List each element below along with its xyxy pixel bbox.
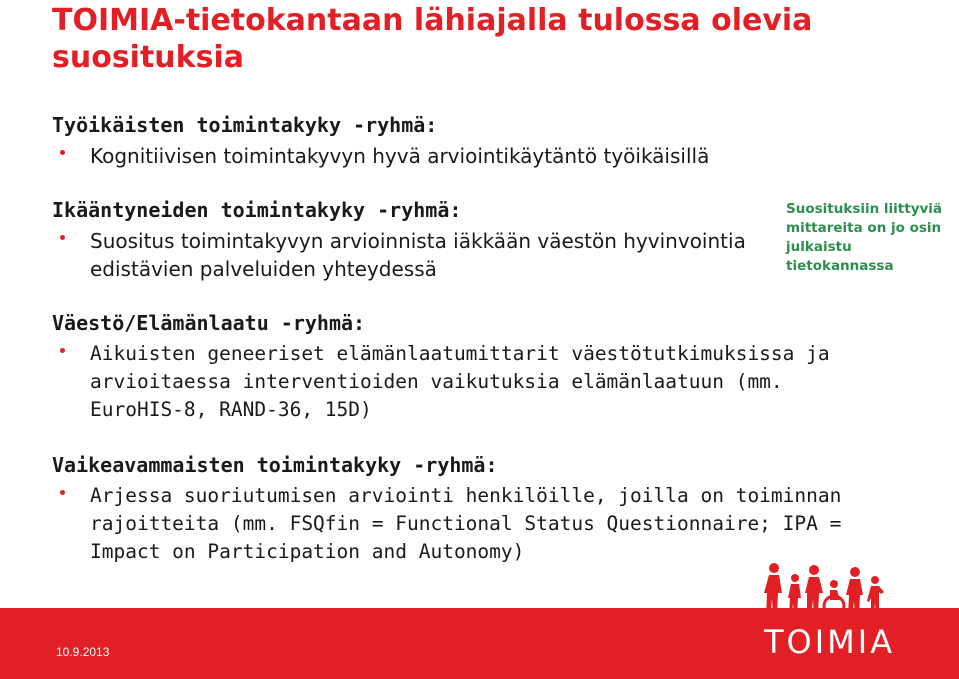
list-item-text: Kognitiivisen toimintakyvyn hyvä arviointikäytäntö työikäisillä xyxy=(90,144,710,168)
section-working-age xyxy=(52,113,872,170)
bullet-icon xyxy=(60,235,65,240)
section-heading: Ikääntyneiden toimintakyky -ryhmä: xyxy=(52,198,462,222)
list-item xyxy=(52,227,752,283)
list-item xyxy=(52,340,852,424)
section-elderly xyxy=(52,198,752,283)
section-severely-disabled xyxy=(52,453,892,566)
side-note: Suosituksiin liittyviä mittareita on jo osin julkaistu tietokannassa xyxy=(786,201,943,274)
list-item-text: Arjessa suoriutumisen arviointi henkilöille, joilla on toiminnan rajoitteita (mm. FSQfin = Functional Status Questionnaire; IPA = Impact on Participation and Autonomy) xyxy=(90,484,842,563)
page-title: TOIMIA-tietokantaan lähiajalla tulossa olevia suosituksia xyxy=(52,3,813,75)
footer-date: 10.9.2013 xyxy=(56,645,110,659)
list-item xyxy=(52,142,872,170)
list-item-text: Aikuisten geneeriset elämänlaatumittarit väestötutkimuksissa ja arvioitaessa interventioiden vaikutuksia elämänlaatuun (mm. EuroHIS-8, RAND-36, 15D) xyxy=(90,342,830,421)
people-logo-icon xyxy=(762,560,892,622)
list-item xyxy=(52,482,892,566)
section-population-quality-of-life xyxy=(52,311,852,424)
list-item-text: Suositus toimintakyvyn arvioinnista iäkkään väestön hyvinvointia edistävien palveluiden yhteydessä xyxy=(90,229,746,281)
bullet-icon xyxy=(60,150,65,155)
section-heading: Vaikeavammaisten toimintakyky -ryhmä: xyxy=(52,453,498,477)
toimia-logo-text: TOIMIA xyxy=(764,623,896,661)
bullet-icon xyxy=(60,348,65,353)
section-heading: Työikäisten toimintakyky -ryhmä: xyxy=(52,113,438,137)
section-heading: Väestö/Elämänlaatu -ryhmä: xyxy=(52,311,366,335)
bullet-icon xyxy=(60,490,65,495)
